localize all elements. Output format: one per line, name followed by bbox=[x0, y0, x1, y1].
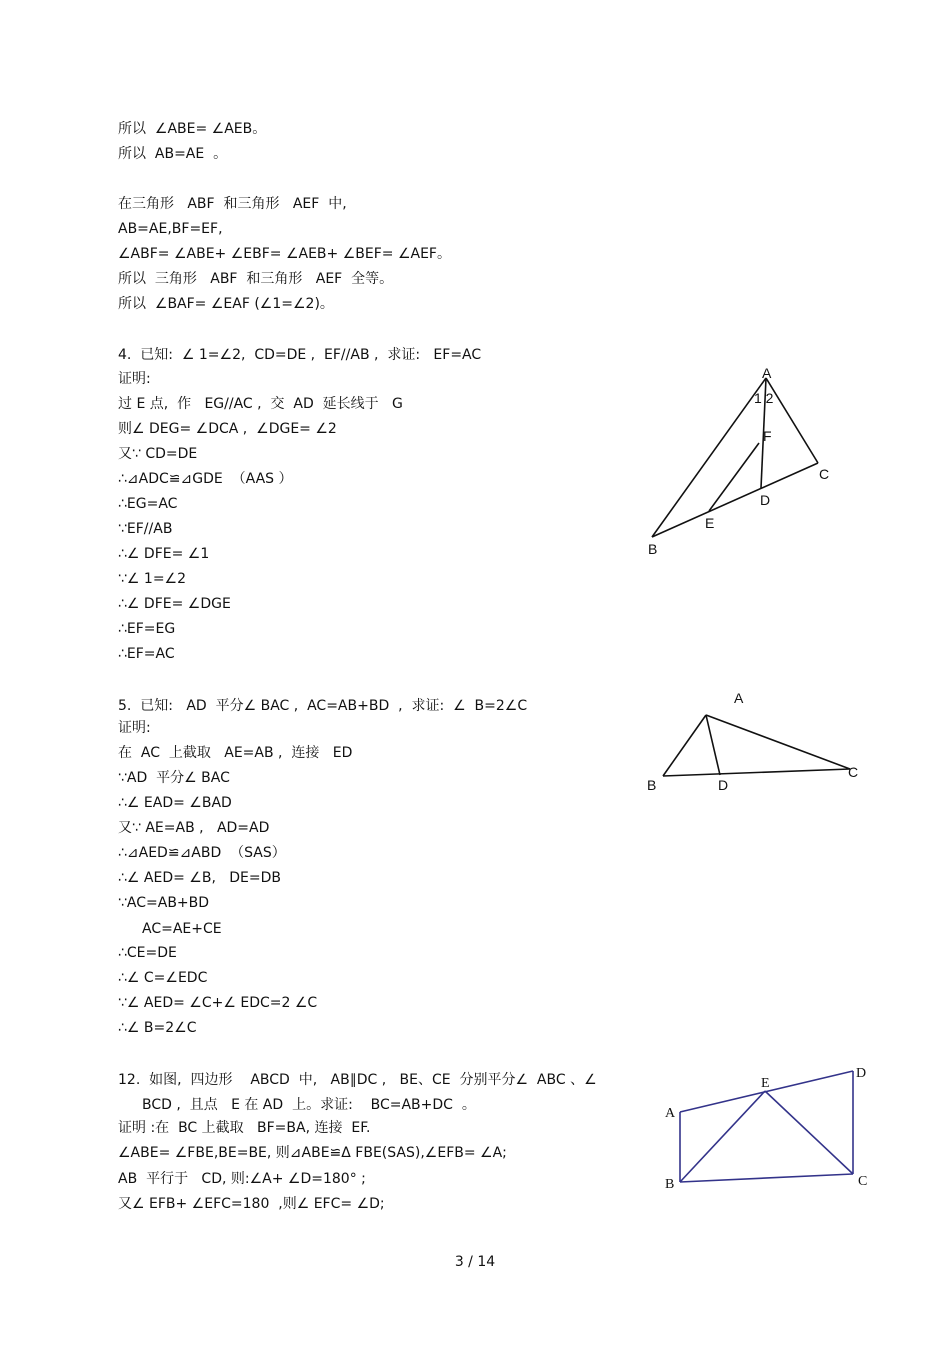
proof-step: ∴EF=EG bbox=[118, 621, 176, 637]
problem-12-statement: 12. 如图, 四边形 ABCD 中, AB∥DC , BE、CE 分别平分∠ ABC 、∠ bbox=[118, 1072, 597, 1088]
proof-step: ∵EF//AB bbox=[118, 521, 173, 537]
text-line: 所以 三角形 ABF 和三角形 AEF 全等。 bbox=[118, 271, 394, 287]
vertex-label-b: B bbox=[648, 541, 658, 557]
proof-step: 过 E 点, 作 EG//AC , 交 AD 延长线于 G bbox=[118, 396, 403, 412]
vertex-label-d: D bbox=[760, 492, 771, 508]
vertex-label-b: B bbox=[665, 1177, 675, 1192]
problem-5-figure bbox=[640, 685, 870, 800]
proof-step: 在 AC 上截取 AE=AB , 连接 ED bbox=[118, 745, 353, 761]
proof-step: ∴∠ B=2∠C bbox=[118, 1020, 197, 1036]
vertex-label-e: E bbox=[705, 515, 715, 531]
proof-step: ∴EG=AC bbox=[118, 496, 178, 512]
proof-step: 又∵ CD=DE bbox=[118, 446, 198, 462]
text-line: 所以 AB=AE 。 bbox=[118, 146, 228, 162]
proof-step: ∴EF=AC bbox=[118, 646, 175, 662]
proof-step: ∵∠ 1=∠2 bbox=[118, 571, 187, 587]
proof-step: AC=AE+CE bbox=[142, 921, 222, 937]
vertex-label-b: B bbox=[647, 777, 657, 793]
problem-5-statement: 5. 已知: AD 平分∠ BAC , AC=AB+BD , 求证: ∠ B=2∠C bbox=[118, 698, 528, 714]
proof-label: 证明: bbox=[118, 371, 151, 387]
vertex-label-a: A bbox=[762, 365, 772, 381]
vertex-label-a: A bbox=[734, 690, 744, 706]
proof-label: 证明: bbox=[118, 720, 151, 736]
text-line: ∠ABF= ∠ABE+ ∠EBF= ∠AEB+ ∠BEF= ∠AEF。 bbox=[118, 246, 451, 262]
problem-12-figure bbox=[655, 1055, 885, 1200]
proof-step: AB 平行于 CD, 则:∠A+ ∠D=180° ; bbox=[118, 1171, 366, 1187]
angle-labels: 1 2 bbox=[754, 390, 774, 406]
proof-step: ∵∠ AED= ∠C+∠ EDC=2 ∠C bbox=[118, 995, 318, 1011]
text-line: 在三角形 ABF 和三角形 AEF 中, bbox=[118, 196, 347, 212]
proof-step: ∵AD 平分∠ BAC bbox=[118, 770, 230, 786]
vertex-label-d: D bbox=[718, 777, 729, 793]
proof-step: ∴∠ EAD= ∠BAD bbox=[118, 795, 232, 811]
proof-step: 则∠ DEG= ∠DCA , ∠DGE= ∠2 bbox=[118, 421, 337, 437]
proof-step: ∴∠ DFE= ∠DGE bbox=[118, 596, 231, 612]
proof-step: 证明 :在 BC 上截取 BF=BA, 连接 EF. bbox=[118, 1120, 371, 1136]
proof-step: ∴CE=DE bbox=[118, 945, 177, 961]
vertex-label-c: C bbox=[848, 764, 859, 780]
vertex-label-a: A bbox=[665, 1106, 676, 1121]
proof-step: ∵AC=AB+BD bbox=[118, 895, 210, 911]
proof-step: ∴∠ AED= ∠B, DE=DB bbox=[118, 870, 281, 886]
problem-4-figure bbox=[630, 360, 850, 560]
vertex-label-f: F bbox=[763, 428, 772, 444]
proof-step: 又∵ AE=AB , AD=AD bbox=[118, 820, 270, 836]
vertex-label-c: C bbox=[819, 466, 830, 482]
proof-step: ∴⊿AED≌⊿ABD （SAS） bbox=[118, 845, 286, 861]
text-line: 所以 ∠ABE= ∠AEB。 bbox=[118, 121, 267, 137]
page-number: 3 / 14 bbox=[454, 1254, 496, 1270]
problem-4-statement: 4. 已知: ∠ 1=∠2, CD=DE , EF//AB , 求证: EF=AC bbox=[118, 347, 482, 363]
proof-step: ∴∠ DFE= ∠1 bbox=[118, 546, 210, 562]
vertex-label-c: C bbox=[858, 1174, 868, 1189]
vertex-label-d: D bbox=[856, 1066, 867, 1081]
text-line: AB=AE,BF=EF, bbox=[118, 221, 223, 237]
problem-12-statement-cont: BCD , 且点 E 在 AD 上。求证: BC=AB+DC 。 bbox=[142, 1097, 476, 1113]
proof-step: ∴∠ C=∠EDC bbox=[118, 970, 208, 986]
proof-step: ∴⊿ADC≌⊿GDE （AAS ） bbox=[118, 471, 293, 487]
proof-step: 又∠ EFB+ ∠EFC=180 ,则∠ EFC= ∠D; bbox=[118, 1196, 385, 1212]
proof-step: ∠ABE= ∠FBE,BE=BE, 则⊿ABE≌Δ FBE(SAS),∠EFB= ∠A; bbox=[118, 1145, 507, 1161]
text-line: 所以 ∠BAF= ∠EAF (∠1=∠2)。 bbox=[118, 296, 334, 312]
vertex-label-e: E bbox=[761, 1076, 770, 1091]
